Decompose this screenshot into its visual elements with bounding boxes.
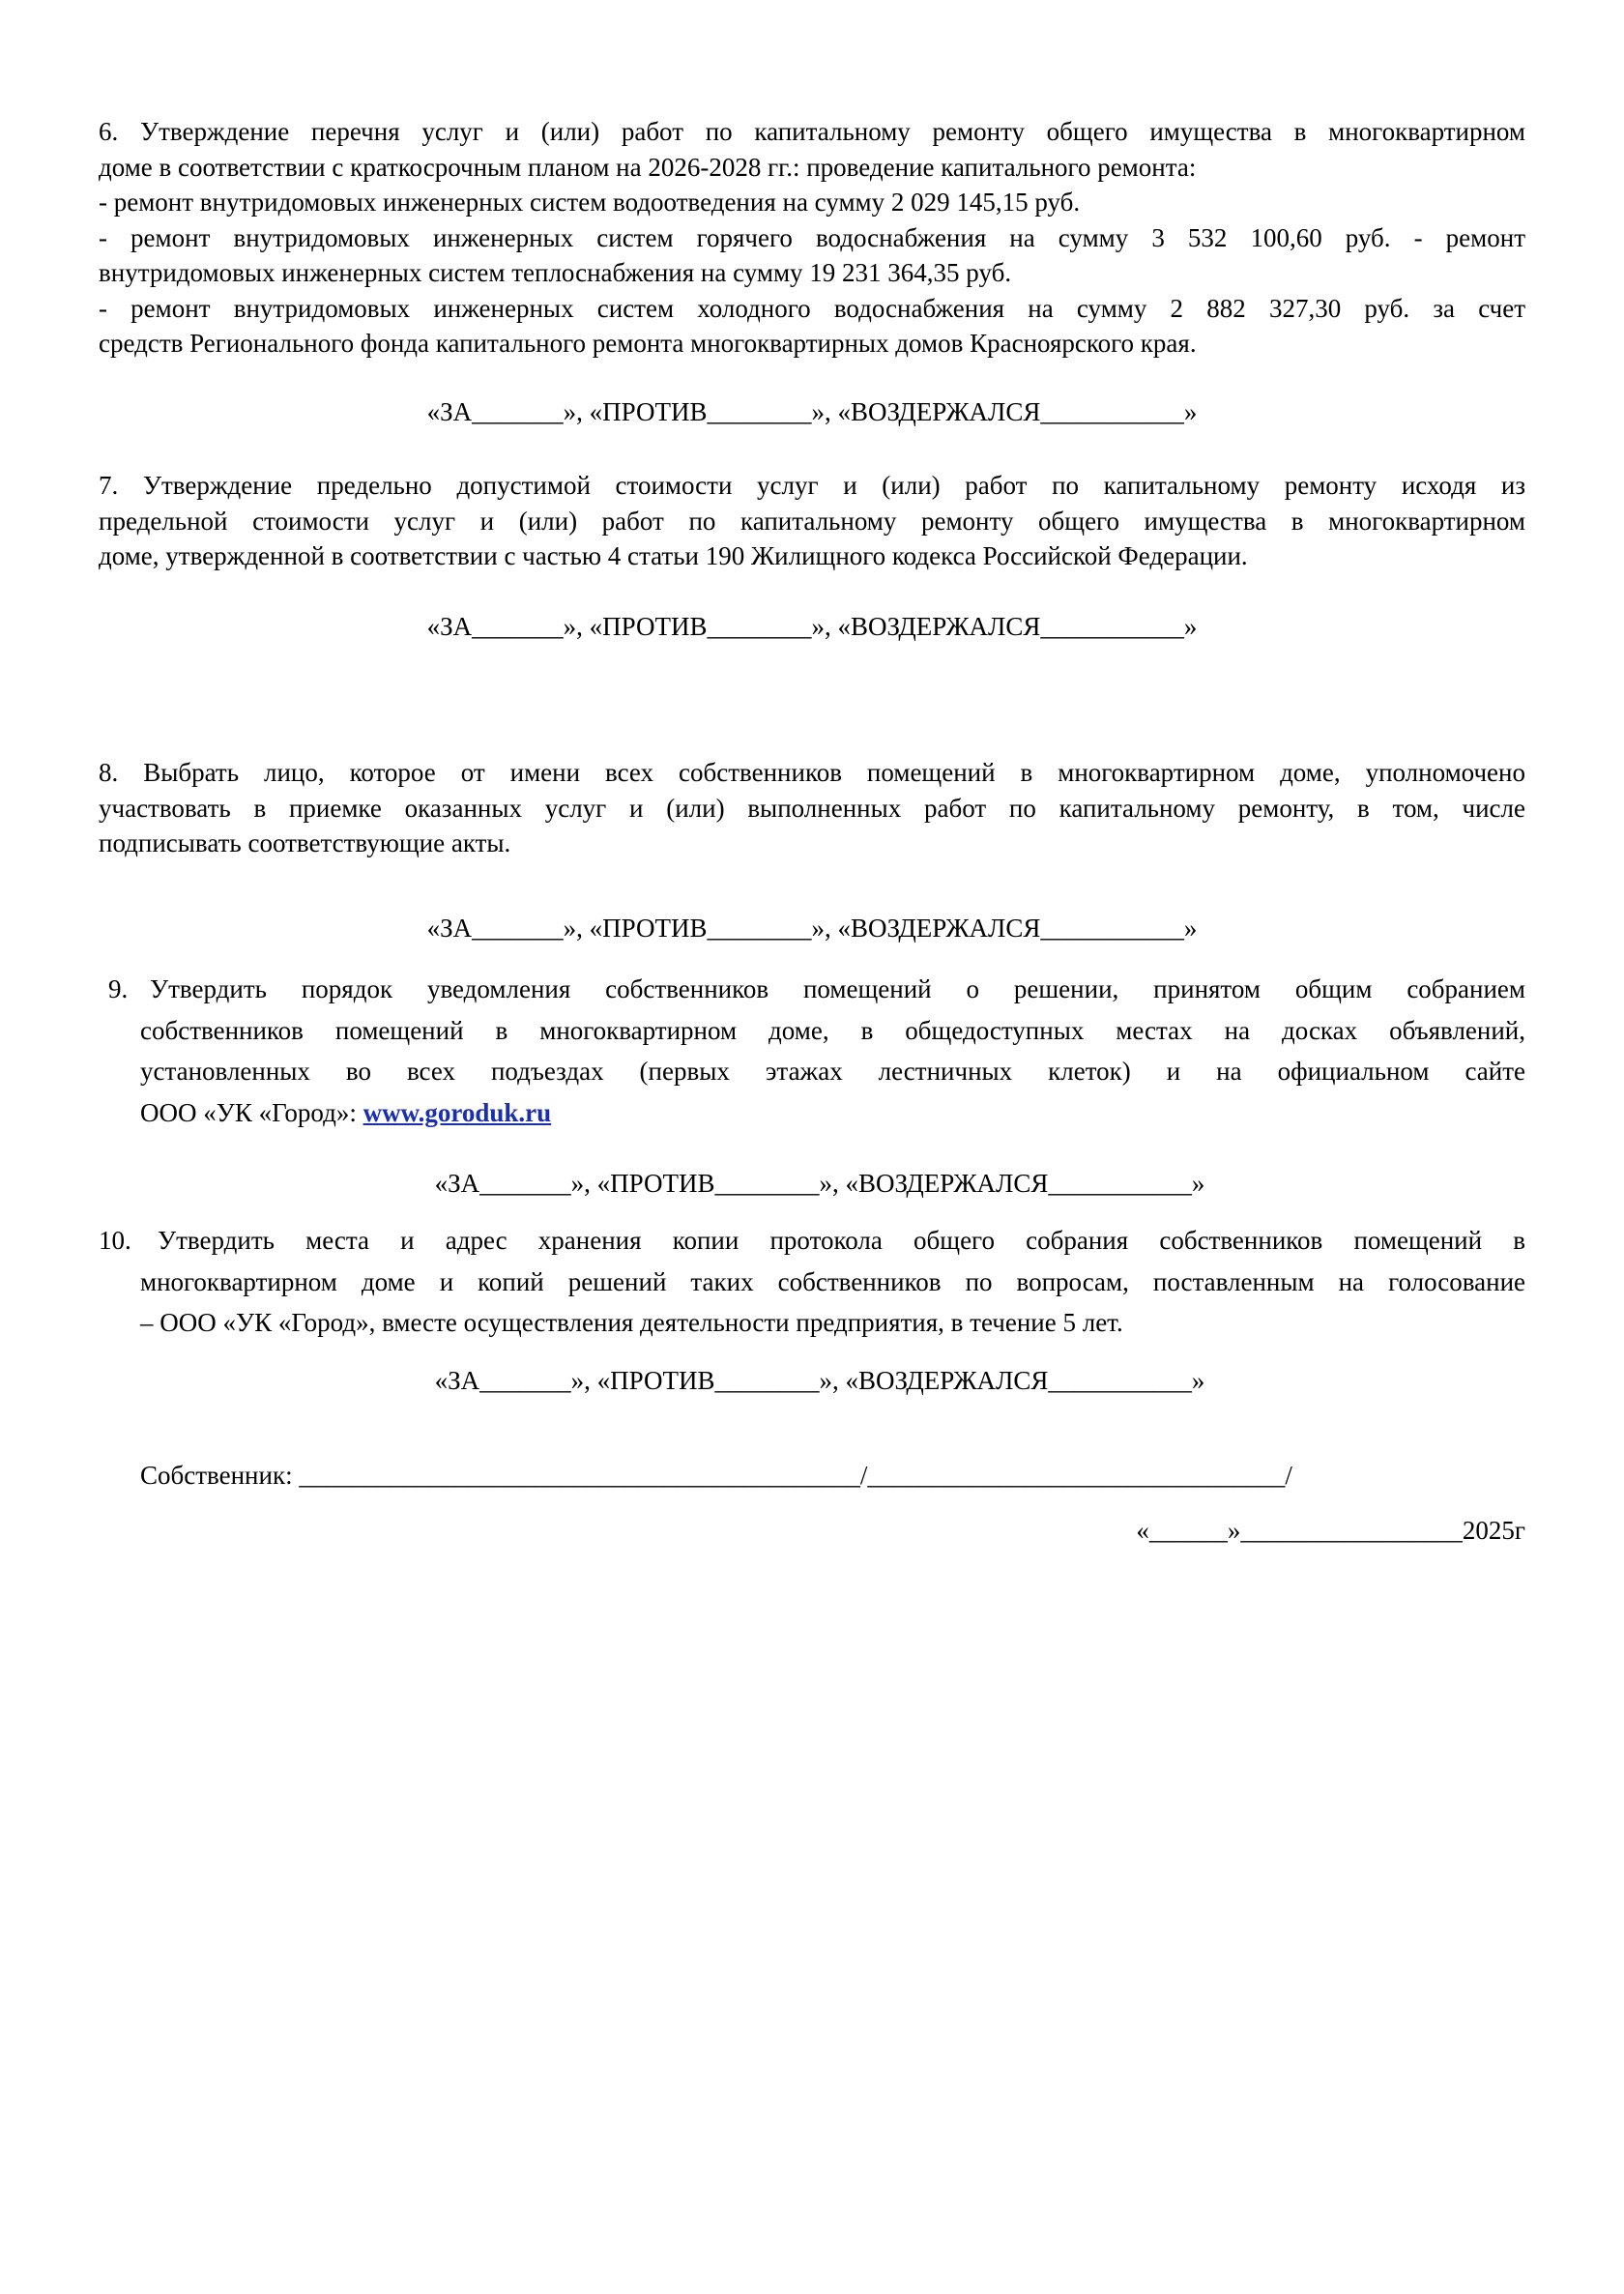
question-6 <box>99 114 1525 362</box>
vote-line-9: «ЗА_______», «ПРОТИВ________», «ВОЗДЕРЖАЛСЯ___________» <box>434 1169 1205 1198</box>
question-9-line-2: собственников помещений в многоквартирном доме, в общедоступных местах на досках объявлений, <box>140 1015 1525 1045</box>
question-6-line-2: доме в соответствии с краткосрочным планом на 2026-2028 гг.: проведение капитального ремонта: <box>99 152 1197 182</box>
question-10 <box>140 1220 1525 1344</box>
question-10-line-3: – ООО «УК «Город», вместе осуществления деятельности предприятия, в течение 5 лет. <box>140 1308 1123 1337</box>
question-7-line-2: предельной стоимости услуг и (или) работ по капитальному ремонту общего имущества в многоквартирном <box>99 506 1525 536</box>
question-9-line-3: установленных во всех подъездах (первых этажах лестничных клеток) и на официальном сайте <box>140 1057 1525 1086</box>
vote-line-6: «ЗА_______», «ПРОТИВ________», «ВОЗДЕРЖАЛСЯ___________» <box>426 397 1198 426</box>
website-link[interactable]: www.goroduk.ru <box>362 1097 552 1127</box>
question-6-line-6: - ремонт внутридомовых инженерных систем холодного водоснабжения на сумму 2 882 327,30 руб. за счет <box>99 293 1525 323</box>
owner-signature-line: Собственник: ___________________________________________/________________________________/ <box>140 1461 1292 1490</box>
question-8-line-1: 8. Выбрать лицо, которое от имени всех собственников помещений в многоквартирном доме, уполномочено <box>99 758 1525 787</box>
vote-line-7: «ЗА_______», «ПРОТИВ________», «ВОЗДЕРЖАЛСЯ___________» <box>426 612 1198 641</box>
question-10-number: 10. <box>99 1226 131 1255</box>
question-9-line-4-prefix: ООО «УК «Город»: <box>140 1097 363 1127</box>
question-7 <box>99 468 1525 574</box>
vote-line-10: «ЗА_______», «ПРОТИВ________», «ВОЗДЕРЖАЛСЯ___________» <box>434 1366 1205 1395</box>
question-8-line-3: подписывать соответствующие акты. <box>99 828 511 857</box>
question-10-line-2: многоквартирном доме и копий решений таких собственников по вопросам, поставленным на голосование <box>140 1266 1525 1296</box>
vote-line-8: «ЗА_______», «ПРОТИВ________», «ВОЗДЕРЖАЛСЯ___________» <box>426 914 1198 943</box>
question-6-line-5: внутридомовых инженерных систем теплоснабжения на сумму 19 231 364,35 руб. <box>99 258 1012 287</box>
question-6-line-7: средств Регионального фонда капитального ремонта многоквартирных домов Красноярского края. <box>99 329 1197 358</box>
date-line: «______»_________________2025г <box>1136 1516 1525 1545</box>
question-9-line-4 <box>140 1092 1525 1134</box>
question-7-line-3: доме, утвержденной в соответствии с частью 4 статьи 190 Жилищного кодекса Российской Федерации. <box>99 541 1248 570</box>
question-10-line-1: Утвердить места и адрес хранения копии протокола общего собрания собственников помещений в <box>158 1226 1525 1255</box>
question-9 <box>140 969 1525 1133</box>
question-6-line-1: 6. Утверждение перечня услуг и (или) работ по капитальному ремонту общего имущества в многоквартирном <box>99 117 1525 146</box>
question-6-line-4: - ремонт внутридомовых инженерных систем горячего водоснабжения на сумму 3 532 100,60 руб. - ремонт <box>99 222 1525 252</box>
question-9-number: 9. <box>108 974 129 1003</box>
question-6-line-3: - ремонт внутридомовых инженерных систем водоотведения на сумму 2 029 145,15 руб. <box>99 188 1081 217</box>
question-7-line-1: 7. Утверждение предельно допустимой стоимости услуг и (или) работ по капитальному ремонту исходя из <box>99 471 1525 500</box>
question-8 <box>99 755 1525 861</box>
question-8-line-2: участвовать в приемке оказанных услуг и (или) выполненных работ по капитальному ремонту, в том, числе <box>99 793 1525 823</box>
question-9-line-1: Утвердить порядок уведомления собственников помещений о решении, принятом общим собранием <box>150 974 1525 1003</box>
